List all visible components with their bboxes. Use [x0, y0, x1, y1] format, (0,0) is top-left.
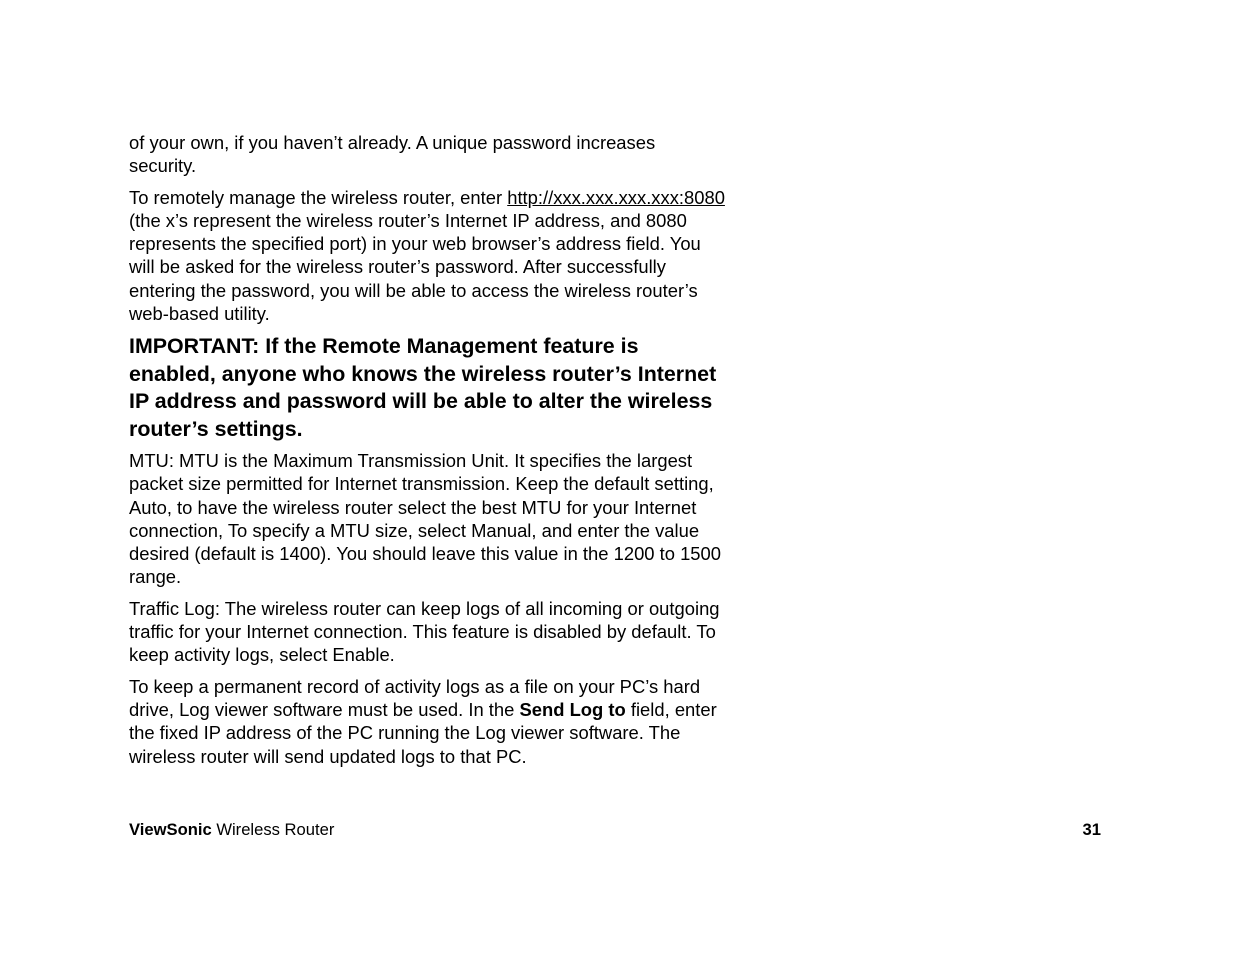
- paragraph-remote-manage: [129, 186, 727, 326]
- page-content: [129, 131, 727, 776]
- paragraph-mtu: MTU: MTU is the Maximum Transmission Unit. It specifies the largest packet size permitted for Internet transmission. Keep the default setting, Auto, to have the wireless router select the best MTU for your Internet connection, To specify a MTU size, select Manual, and enter the value desired (default is 1400). You should leave this value in the 1200 to 1500 range.: [129, 450, 721, 588]
- page-footer: [129, 819, 1101, 841]
- paragraph-send-log: [129, 675, 727, 768]
- footer-brand: ViewSonic: [129, 820, 212, 839]
- remote-url-link: http://xxx.xxx.xxx.xxx:8080: [507, 186, 725, 208]
- page-number: 31: [1082, 820, 1101, 839]
- important-warning: IMPORTANT: If the Remote Management feature is enabled, anyone who knows the wireless router’s Internet IP address and password will be able to alter the wireless router’s settings.: [129, 334, 717, 441]
- paragraph-traffic-log: Traffic Log: The wireless router can keep logs of all incoming or outgoing traffic for your Internet connection. This feature is disabled by default. To keep activity logs, select Enable.: [129, 597, 720, 666]
- footer-product: Wireless Router: [211, 820, 335, 839]
- send-log-field-name: Send Log to: [519, 698, 626, 720]
- paragraph-password: of your own, if you haven’t already. A unique password increases security.: [129, 132, 656, 177]
- remote-manage-text-before: To remotely manage the wireless router, enter: [129, 186, 508, 208]
- send-log-text-before: To keep a permanent record of activity logs as a file on your PC’s hard drive, Log viewer software must be used. In the: [129, 675, 701, 720]
- remote-manage-text-after: (the x’s represent the wireless router’s Internet IP address, and 8080 represents the specified port) in your web browser’s address field. You will be asked for the wireless router’s password. After successfully entering the password, you will be able to access the wireless router’s web-based utility.: [129, 209, 701, 325]
- send-log-text-after: field, enter the fixed IP address of the PC running the Log viewer software. The wireless router will send updated logs to that PC.: [129, 698, 717, 767]
